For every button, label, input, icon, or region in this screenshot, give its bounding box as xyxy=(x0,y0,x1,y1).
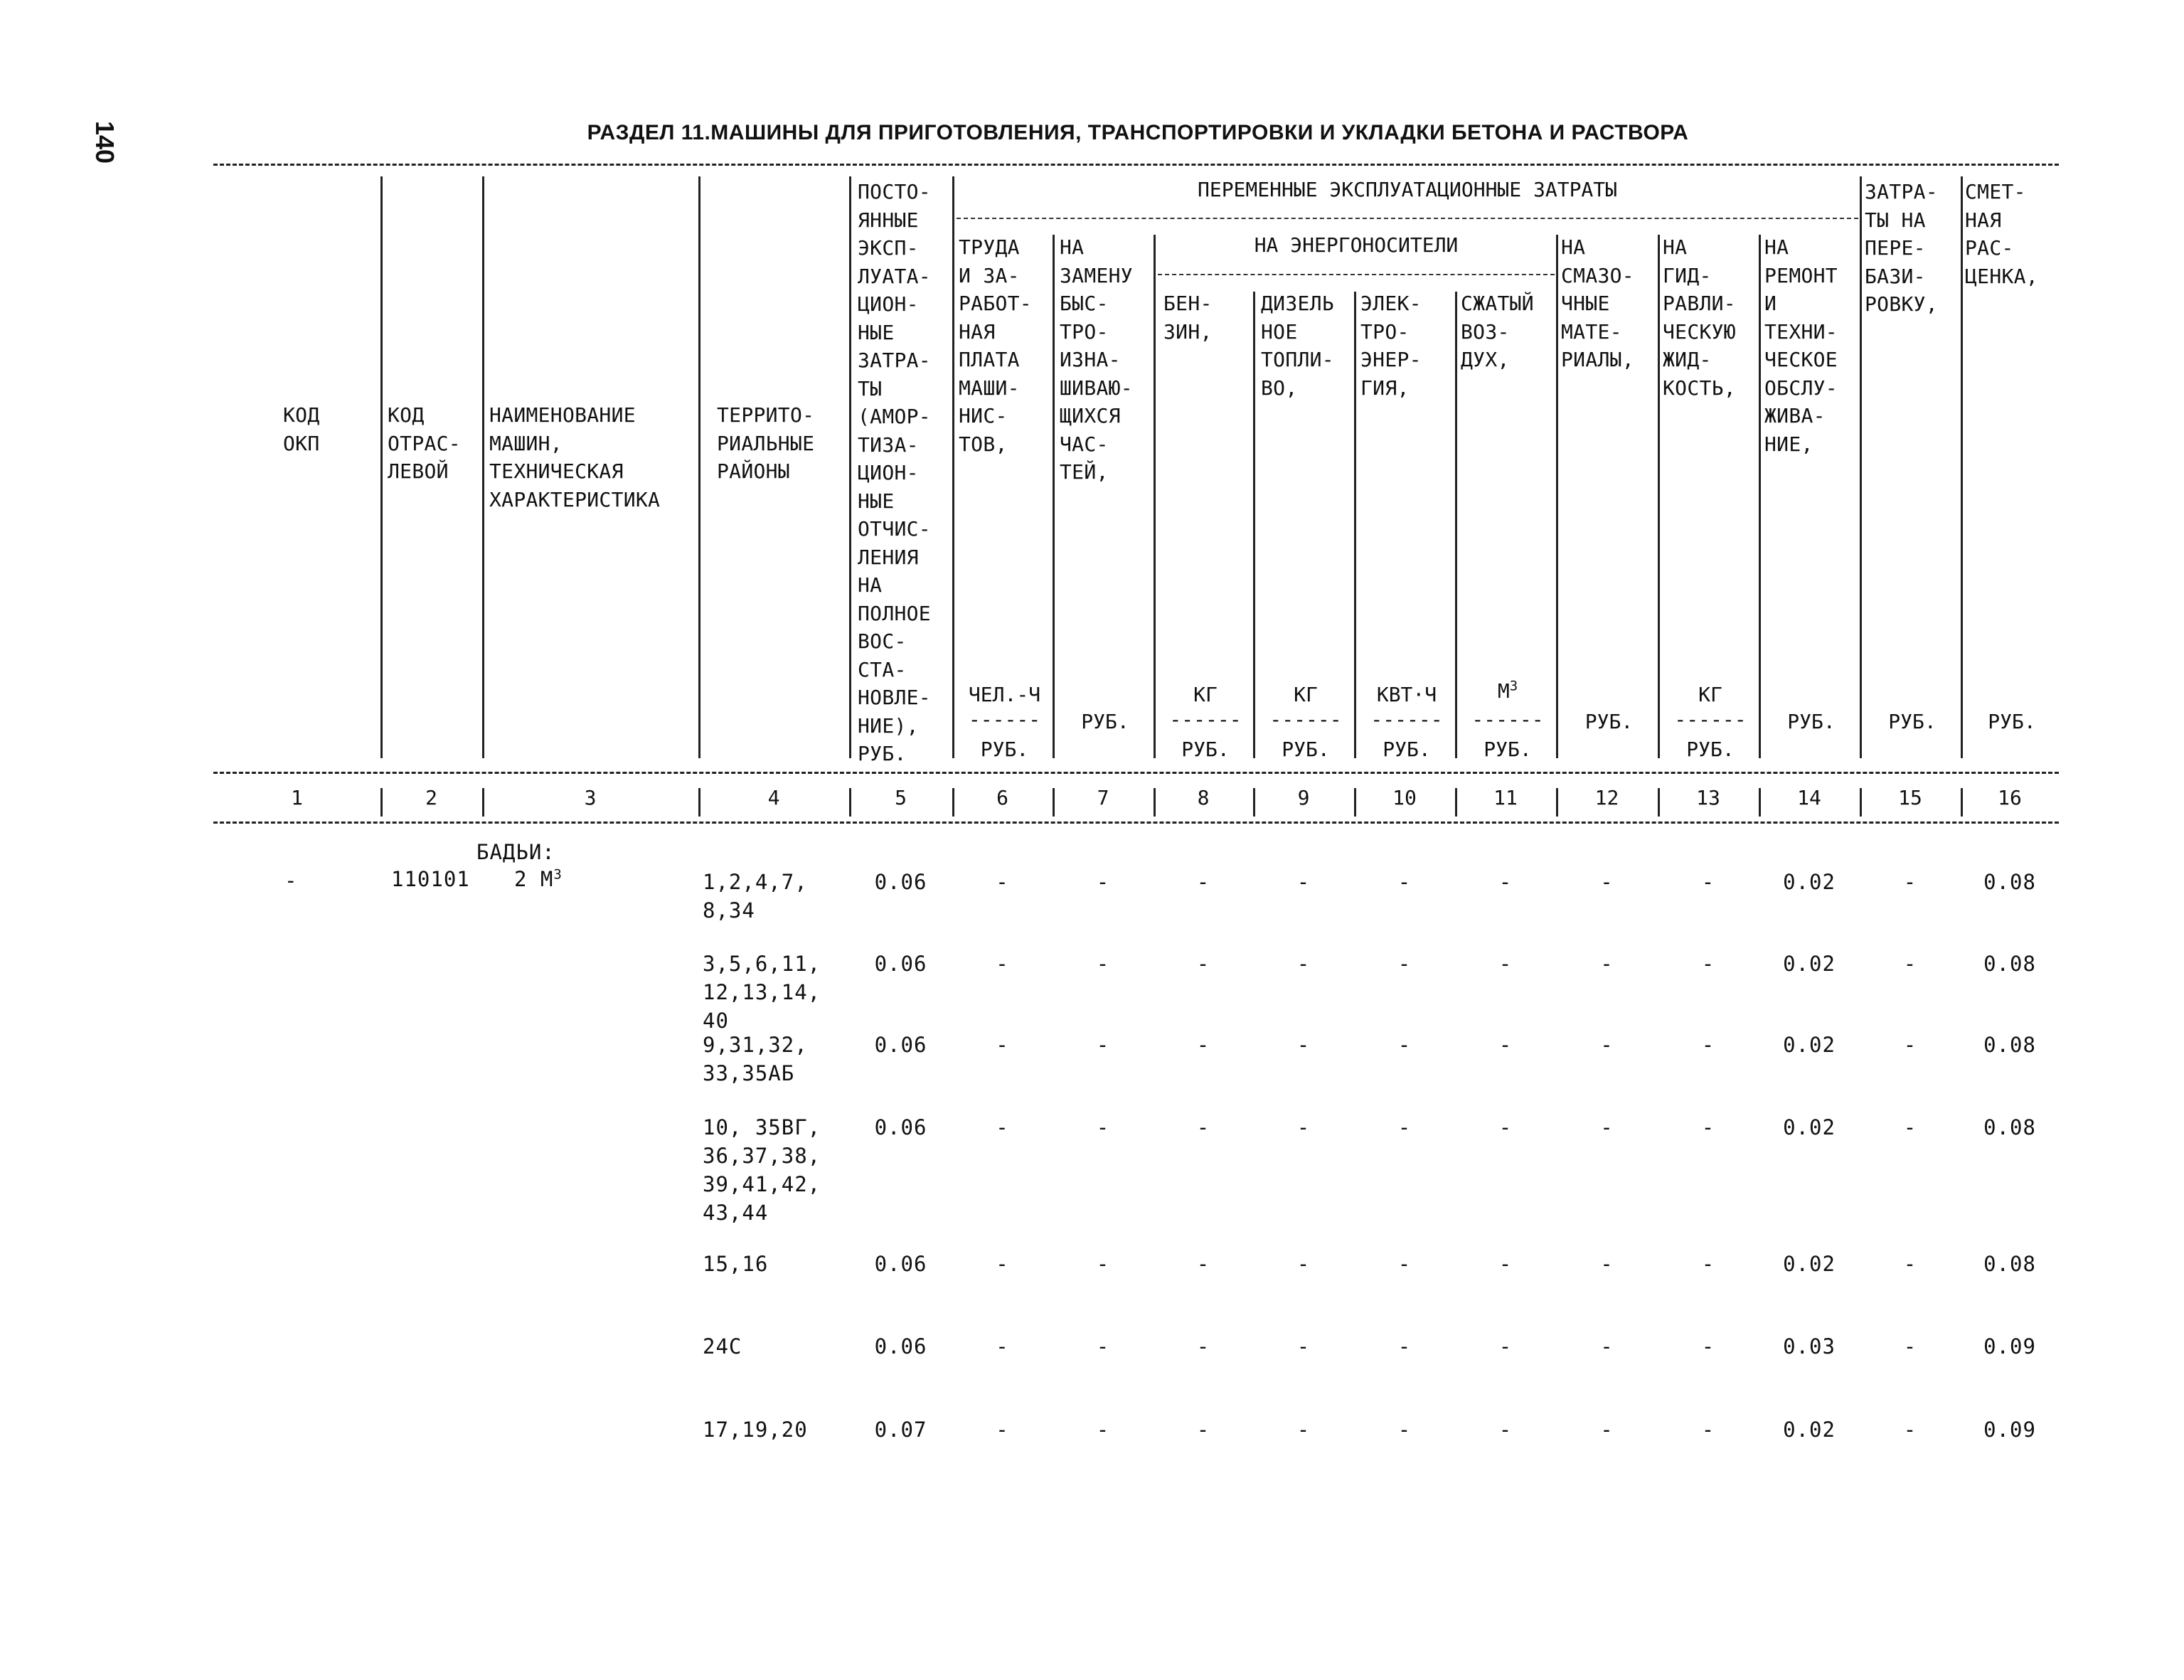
header-relocation: ЗАТРА- ТЫ НА ПЕРЕ- БАЗИ- РОВКУ, xyxy=(1865,180,1938,316)
unit-kg: КГ xyxy=(1193,683,1218,706)
value-cell-c16: 0.08 xyxy=(1983,870,2036,894)
unit-rub: РУБ. xyxy=(1483,738,1532,761)
value-cell-c9: - xyxy=(1296,1418,1311,1442)
column-number: 3 xyxy=(584,786,597,809)
value-cell-c10: - xyxy=(1397,952,1412,976)
header-machine-name: НАИМЕНОВАНИЕ МАШИН, ТЕХНИЧЕСКАЯ ХАРАКТЕРИСТИКА xyxy=(489,403,661,511)
unit-rub: РУБ. xyxy=(1888,710,1937,733)
unit-dash: ------ xyxy=(1269,708,1342,731)
value-cell-c14: 0.02 xyxy=(1783,870,1836,894)
header-diesel: ДИЗЕЛЬ НОЕ ТОПЛИ- ВО, xyxy=(1261,292,1334,400)
num-divider xyxy=(1658,788,1660,817)
header-okp: КОД ОКП xyxy=(283,403,320,455)
value-cell-c8: - xyxy=(1196,1418,1210,1442)
value-cell-c8: - xyxy=(1196,870,1210,894)
header-labor: ТРУДА И ЗА- РАБОТ- НАЯ ПЛАТА МАШИ- НИС- ТОВ, xyxy=(959,235,1032,456)
unit-dash: ------ xyxy=(1674,708,1747,731)
value-cell-c7: - xyxy=(1096,1115,1110,1139)
value-cell-c6: - xyxy=(996,1418,1009,1442)
header-fixed-costs: ПОСТО- ЯННЫЕ ЭКСП- ЛУАТА- ЦИОН- НЫЕ ЗАТРА- ТЫ (АМОР- ТИЗА- ЦИОН- НЫЕ ОТЧИС- ЛЕНИЯ НА ПОЛНОЕ ВОС- СТА- НОВЛЕ- НИЕ), РУБ. xyxy=(858,180,931,765)
value-cell-c14: 0.03 xyxy=(1783,1334,1836,1359)
header-petrol: БЕН- ЗИН, xyxy=(1163,292,1213,344)
column-number: 7 xyxy=(1097,786,1109,809)
item-name: 2 $М^3$ xyxy=(514,866,563,891)
value-cell-c9: - xyxy=(1296,1033,1311,1057)
value-cell-c12: - xyxy=(1600,870,1614,894)
num-divider xyxy=(952,788,954,817)
num-divider xyxy=(1860,788,1862,817)
value-cell-c12: - xyxy=(1600,952,1614,976)
value-cell-c9: - xyxy=(1296,1334,1311,1359)
column-number: 14 xyxy=(1797,786,1821,809)
value-cell-c13: - xyxy=(1701,1115,1715,1139)
header-repair: НА РЕМОНТ И ТЕХНИ- ЧЕСКОЕ ОБСЛУ- ЖИВА- НИЕ, xyxy=(1764,235,1838,456)
item-code: 110101 xyxy=(391,867,470,891)
num-divider xyxy=(1961,788,1963,817)
header-air: СЖАТЫЙ ВОЗ- ДУХ, xyxy=(1461,292,1534,371)
col-divider xyxy=(1253,292,1255,758)
value-cell-c5: 0.06 xyxy=(874,952,927,976)
value-cell-c12: - xyxy=(1600,1334,1614,1359)
value-cell-c13: - xyxy=(1701,1033,1715,1057)
value-cell-c16: 0.08 xyxy=(1983,1252,2036,1276)
num-divider xyxy=(380,788,383,817)
value-cell-c13: - xyxy=(1701,870,1715,894)
value-cell-c13: - xyxy=(1701,1252,1715,1276)
unit-rub: РУБ. xyxy=(1383,738,1431,761)
page-number: 140 xyxy=(90,121,119,164)
column-number: 12 xyxy=(1594,786,1619,809)
col-divider xyxy=(1860,176,1862,758)
value-cell-c16: 0.09 xyxy=(1983,1418,2036,1442)
value-cell-c7: - xyxy=(1096,1334,1110,1359)
col-divider xyxy=(1354,292,1356,758)
unit-dash: ------ xyxy=(1169,708,1242,731)
unit-rub: РУБ. xyxy=(980,738,1029,761)
column-numbers-rule xyxy=(213,822,2059,824)
value-cell-c13: - xyxy=(1701,1334,1715,1359)
num-divider xyxy=(1556,788,1558,817)
value-cell-c14: 0.02 xyxy=(1783,1252,1836,1276)
value-cell-c6: - xyxy=(996,1033,1009,1057)
header-hydraulic: НА ГИД- РАВЛИ- ЧЕСКУЮ ЖИД- КОСТЬ, xyxy=(1663,235,1736,400)
value-cell-c7: - xyxy=(1096,1418,1110,1442)
value-cell-c9: - xyxy=(1296,870,1311,894)
value-cell-c6: - xyxy=(996,1115,1009,1139)
region-cell: 15,16 xyxy=(703,1252,769,1276)
value-cell-c16: 0.09 xyxy=(1983,1334,2036,1359)
num-divider xyxy=(1053,788,1055,817)
num-divider xyxy=(849,788,851,817)
num-divider xyxy=(698,788,701,817)
section-title: РАЗДЕЛ 11.МАШИНЫ ДЛЯ ПРИГОТОВЛЕНИЯ, ТРАНСПОРТИРОВКИ И УКЛАДКИ БЕТОНА И РАСТВОРА xyxy=(587,121,1689,144)
value-cell-c15: - xyxy=(1903,1115,1917,1139)
value-cell-c6: - xyxy=(996,1334,1009,1359)
value-cell-c6: - xyxy=(996,952,1009,976)
value-cell-c8: - xyxy=(1196,1033,1210,1057)
value-cell-c15: - xyxy=(1903,1418,1917,1442)
col-divider xyxy=(1154,235,1156,758)
unit-rub: РУБ. xyxy=(1686,738,1735,761)
value-cell-c11: - xyxy=(1498,952,1513,976)
value-cell-c8: - xyxy=(1196,1252,1210,1276)
value-cell-c12: - xyxy=(1600,1418,1614,1442)
num-divider xyxy=(1253,788,1255,817)
value-cell-c16: 0.08 xyxy=(1983,952,2036,976)
value-cell-c15: - xyxy=(1903,1252,1917,1276)
unit-dash: ------ xyxy=(1370,708,1443,731)
col-divider xyxy=(698,176,701,758)
unit-man-hour: ЧЕЛ.-Ч xyxy=(968,683,1041,706)
col-divider xyxy=(380,176,383,758)
value-cell-c16: 0.08 xyxy=(1983,1033,2036,1057)
unit-rub: РУБ. xyxy=(1584,710,1634,733)
value-cell-c5: 0.06 xyxy=(874,1334,927,1359)
column-number: 4 xyxy=(767,786,780,809)
energy-rule xyxy=(1158,274,1555,275)
value-cell-c14: 0.02 xyxy=(1783,1418,1836,1442)
col-divider xyxy=(1961,176,1963,758)
value-cell-c12: - xyxy=(1600,1033,1614,1057)
group-name: БАДЬИ: xyxy=(476,840,555,864)
value-cell-c5: 0.07 xyxy=(874,1418,927,1442)
value-cell-c14: 0.02 xyxy=(1783,1115,1836,1139)
value-cell-c7: - xyxy=(1096,952,1110,976)
value-cell-c10: - xyxy=(1397,1115,1412,1139)
value-cell-c16: 0.08 xyxy=(1983,1115,2036,1139)
item-okp: - xyxy=(284,868,298,893)
value-cell-c6: - xyxy=(996,870,1009,894)
column-number: 11 xyxy=(1493,786,1518,809)
region-cell: 24С xyxy=(703,1334,742,1359)
column-number: 9 xyxy=(1297,786,1310,809)
value-cell-c9: - xyxy=(1296,952,1311,976)
header-regions: ТЕРРИТО- РИАЛЬНЫЕ РАЙОНЫ xyxy=(717,403,815,483)
unit-kg: КГ xyxy=(1698,683,1722,706)
header-lubricants: НА СМАЗО- ЧНЫЕ МАТЕ- РИАЛЫ, xyxy=(1561,235,1634,371)
value-cell-c6: - xyxy=(996,1252,1009,1276)
value-cell-c9: - xyxy=(1296,1115,1311,1139)
column-number: 5 xyxy=(895,786,907,809)
value-cell-c7: - xyxy=(1096,870,1110,894)
value-cell-c11: - xyxy=(1498,870,1513,894)
column-number: 6 xyxy=(996,786,1008,809)
col-divider xyxy=(1455,292,1457,758)
region-cell: 10, 35ВГ, 36,37,38, 39,41,42, 43,44 xyxy=(703,1115,821,1225)
header-estimate: СМЕТ- НАЯ РАС- ЦЕНКА, xyxy=(1965,180,2038,288)
value-cell-c12: - xyxy=(1600,1252,1614,1276)
region-cell: 1,2,4,7, 8,34 xyxy=(703,870,808,923)
column-number: 16 xyxy=(1998,786,2022,809)
header-variable-costs: ПЕРЕМЕННЫЕ ЭКСПЛУАТАЦИОННЫЕ ЗАТРАТЫ xyxy=(1197,178,1617,201)
num-divider xyxy=(482,788,484,817)
unit-rub: РУБ. xyxy=(1988,710,2036,733)
value-cell-c15: - xyxy=(1903,870,1917,894)
col-divider xyxy=(1556,235,1558,758)
num-divider xyxy=(1154,788,1156,817)
value-cell-c10: - xyxy=(1397,1334,1412,1359)
col-divider xyxy=(1759,235,1761,758)
unit-rub: РУБ. xyxy=(1081,710,1129,733)
value-cell-c5: 0.06 xyxy=(874,1033,927,1057)
value-cell-c13: - xyxy=(1701,952,1715,976)
header-energy: НА ЭНЕРГОНОСИТЕЛИ xyxy=(1254,233,1459,257)
num-divider xyxy=(1455,788,1457,817)
value-cell-c9: - xyxy=(1296,1252,1311,1276)
value-cell-c5: 0.06 xyxy=(874,1115,927,1139)
value-cell-c11: - xyxy=(1498,1252,1513,1276)
value-cell-c14: 0.02 xyxy=(1783,952,1836,976)
col-divider xyxy=(1658,235,1660,758)
unit-rub: РУБ. xyxy=(1787,710,1836,733)
col-divider xyxy=(849,176,851,758)
column-number: 13 xyxy=(1696,786,1720,809)
unit-kwh: КВТ·Ч xyxy=(1376,683,1437,706)
value-cell-c8: - xyxy=(1196,1115,1210,1139)
column-number: 15 xyxy=(1898,786,1922,809)
value-cell-c15: - xyxy=(1903,1334,1917,1359)
col-divider xyxy=(482,176,484,758)
header-branch-code: КОД ОТРАС- ЛЕВОЙ xyxy=(388,403,461,483)
column-number: 1 xyxy=(291,786,303,809)
value-cell-c10: - xyxy=(1397,1252,1412,1276)
column-number: 10 xyxy=(1392,786,1417,809)
header-electricity: ЭЛЕК- ТРО- ЭНЕР- ГИЯ, xyxy=(1360,292,1422,400)
column-number: 2 xyxy=(425,786,437,809)
value-cell-c13: - xyxy=(1701,1418,1715,1442)
top-rule xyxy=(213,164,2059,166)
unit-dash: ------ xyxy=(1471,708,1544,731)
unit-dash: ------ xyxy=(968,708,1041,731)
unit-rub: РУБ. xyxy=(1282,738,1330,761)
header-bottom-rule xyxy=(213,772,2059,774)
value-cell-c11: - xyxy=(1498,1115,1513,1139)
unit-kg: КГ xyxy=(1294,683,1318,706)
column-number: 8 xyxy=(1197,786,1210,809)
num-divider xyxy=(1759,788,1761,817)
value-cell-c11: - xyxy=(1498,1418,1513,1442)
col-divider xyxy=(952,176,954,758)
value-cell-c15: - xyxy=(1903,952,1917,976)
value-cell-c10: - xyxy=(1397,1033,1412,1057)
value-cell-c10: - xyxy=(1397,1418,1412,1442)
value-cell-c8: - xyxy=(1196,1334,1210,1359)
value-cell-c7: - xyxy=(1096,1252,1110,1276)
variable-costs-rule xyxy=(957,218,1858,219)
value-cell-c12: - xyxy=(1600,1115,1614,1139)
value-cell-c10: - xyxy=(1397,870,1412,894)
value-cell-c11: - xyxy=(1498,1334,1513,1359)
header-parts: НА ЗАМЕНУ БЫС- ТРО- ИЗНА- ШИВАЮ- ЩИХСЯ ЧАС- ТЕЙ, xyxy=(1060,235,1133,484)
region-cell: 3,5,6,11, 12,13,14, 40 xyxy=(703,952,821,1033)
value-cell-c5: 0.06 xyxy=(874,1252,927,1276)
value-cell-c5: 0.06 xyxy=(874,870,927,894)
unit-rub: РУБ. xyxy=(1181,738,1230,761)
value-cell-c14: 0.02 xyxy=(1783,1033,1836,1057)
value-cell-c15: - xyxy=(1903,1033,1917,1057)
unit-cubic-meter: $М^3$ xyxy=(1497,678,1518,703)
region-cell: 17,19,20 xyxy=(703,1418,808,1442)
value-cell-c8: - xyxy=(1196,952,1210,976)
col-divider xyxy=(1053,235,1055,758)
value-cell-c11: - xyxy=(1498,1033,1513,1057)
region-cell: 9,31,32, 33,35АБ xyxy=(703,1033,808,1085)
num-divider xyxy=(1354,788,1356,817)
value-cell-c7: - xyxy=(1096,1033,1110,1057)
